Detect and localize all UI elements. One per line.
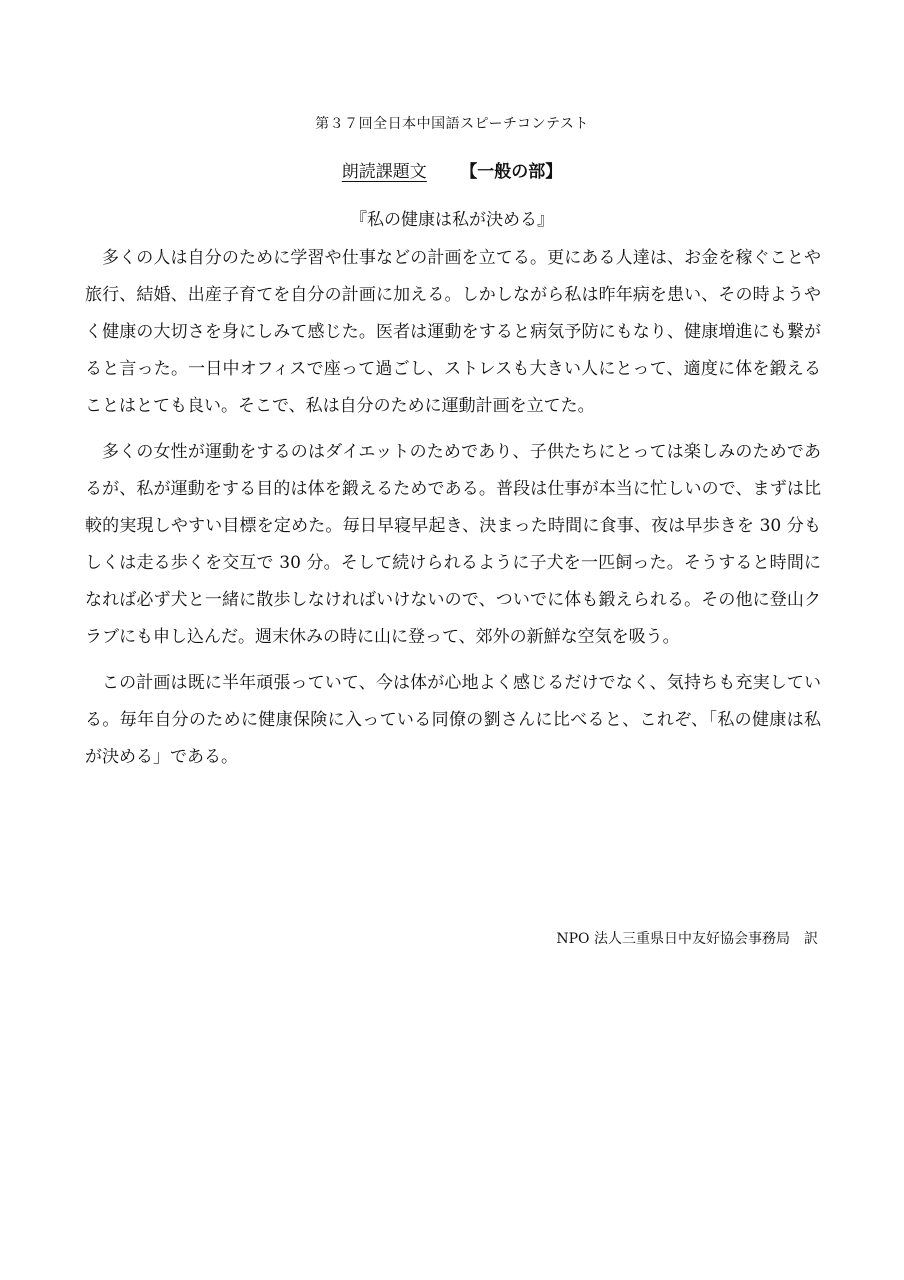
- translator-credit: NPO 法人三重県日中友好協会事務局 訳: [556, 931, 818, 947]
- main-heading: 朗読課題文: [341, 162, 427, 182]
- essay-body: [85, 240, 821, 785]
- paragraph-3: この計画は既に半年頑張っていて、今は体が心地よく感じるだけでなく、気持ちも充実している。毎年自分のために健康保険に入っている同僚の劉さんに比べると、これぞ、「私の健康は私が決める」である。: [85, 673, 821, 767]
- essay-title: 『私の健康は私が決める』: [350, 210, 554, 230]
- contest-title: 第３７回全日本中国語スピーチコンテスト: [315, 116, 589, 132]
- paragraph-2: 多くの女性が運動をするのはダイエットのためであり、子供たちにとっては楽しみのためであるが、私が運動をする目的は体を鍛えるためである。普段は仕事が本当に忙しいので、まずは比較的実現しやすい目標を定めた。毎日早寝早起き、決まった時間に食事、夜は早歩きを 30 分もしくは走る歩くを交互で 30 分。そして続けられるように子犬を一匹飼った。そうすると時間になれば必ず犬と一緒に散歩しなければいけないので、ついでに体も鍛えられる。その他に登山クラブにも申し込んだ。週末休みの時に山に登って、郊外の新鮮な空気を吸う。: [85, 442, 821, 647]
- paragraph-1: 多くの人は自分のために学習や仕事などの計画を立てる。更にある人達は、お金を稼ぐことや旅行、結婚、出産子育てを自分の計画に加える。しかしながら私は昨年病を患い、その時ようやく健康の大切さを身にしみて感じた。医者は運動をすると病気予防にもなり、健康増進にも繋がると言った。一日中オフィスで座って過ごし、ストレスも大きい人にとって、適度に体を鍛えることはとても良い。そこで、私は自分のために運動計画を立てた。: [85, 248, 821, 416]
- heading-row: [0, 157, 904, 182]
- category-label: 【一般の部】: [460, 162, 563, 182]
